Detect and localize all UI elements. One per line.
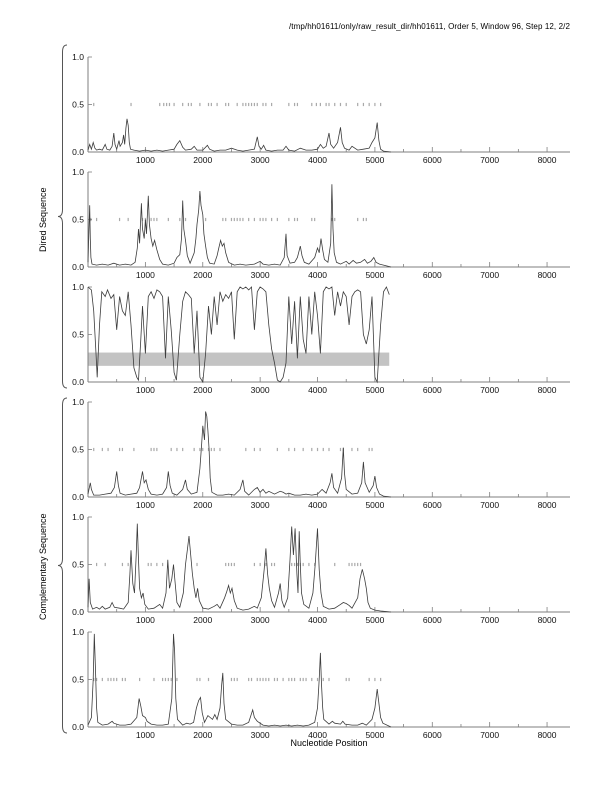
half-level-markers: [93, 678, 381, 681]
x-tick-label: 8000: [537, 270, 557, 280]
x-tick-label: 6000: [422, 500, 442, 510]
x-tick-label: 6000: [422, 270, 442, 280]
x-tick-label: 1000: [135, 500, 155, 510]
y-tick-label: 1.0: [72, 167, 84, 177]
y-tick-label: 0.0: [72, 377, 84, 387]
y-tick-label: 1.0: [72, 512, 84, 522]
y-tick-label: 1.0: [72, 627, 84, 637]
panel-3: [72, 282, 570, 395]
x-tick-label: 5000: [365, 270, 385, 280]
x-tick-label: 3000: [250, 615, 270, 625]
x-tick-label: 1000: [135, 385, 155, 395]
x-tick-label: 5000: [365, 500, 385, 510]
panel-6: [72, 627, 570, 740]
x-tick-label: 7000: [480, 615, 500, 625]
x-tick-label: 3000: [250, 500, 270, 510]
y-tick-label: 0.0: [72, 492, 84, 502]
data-curve: [88, 634, 391, 727]
x-tick-label: 8000: [537, 155, 557, 165]
y-tick-label: 0.5: [72, 214, 84, 225]
panel-5: [72, 512, 570, 625]
y-tick-label: 0.0: [72, 607, 84, 617]
x-tick-label: 2000: [193, 385, 213, 395]
x-tick-label: 4000: [308, 730, 327, 740]
half-level-markers: [90, 218, 367, 221]
x-tick-label: 6000: [422, 730, 442, 740]
x-tick-label: 8000: [537, 385, 557, 395]
x-tick-label: 1000: [135, 730, 155, 740]
x-tick-label: 4000: [308, 500, 327, 510]
panel-4: [72, 397, 570, 510]
x-tick-label: 2000: [193, 270, 213, 280]
data-curve: [88, 524, 391, 612]
brace-complementary-sequence: [58, 398, 67, 733]
y-tick-label: 0.5: [72, 674, 84, 685]
x-tick-label: 2000: [193, 615, 213, 625]
x-tick-label: 7000: [480, 500, 500, 510]
y-tick-label: 1.0: [72, 397, 84, 407]
data-curve: [88, 412, 391, 498]
x-tick-label: 1000: [135, 270, 155, 280]
panel-1: [72, 52, 570, 165]
group-label-complementary-sequence: Complementary Sequence: [38, 513, 48, 621]
y-tick-label: 0.0: [72, 262, 84, 272]
x-tick-label: 5000: [365, 615, 385, 625]
x-tick-label: 7000: [480, 730, 500, 740]
y-tick-label: 1.0: [72, 282, 84, 292]
x-tick-label: 3000: [250, 155, 270, 165]
half-level-markers: [93, 103, 381, 106]
x-tick-label: 6000: [422, 615, 442, 625]
y-tick-label: 0.5: [72, 444, 84, 455]
x-tick-label: 4000: [308, 155, 327, 165]
y-tick-label: 1.0: [72, 52, 84, 62]
x-tick-label: 4000: [308, 385, 327, 395]
brace-dired-sequence: [58, 45, 67, 388]
data-curve: [88, 287, 389, 382]
data-curve: [88, 184, 391, 267]
x-tick-label: 5000: [365, 155, 385, 165]
x-tick-label: 4000: [308, 270, 327, 280]
x-tick-label: 5000: [365, 730, 385, 740]
x-tick-label: 3000: [250, 385, 270, 395]
plot-title: /tmp/hh01611/only/raw_result_dir/hh01611, Order 5, Window 96, Step 12, 2/2: [288, 22, 570, 31]
panel-2: [72, 167, 570, 280]
y-tick-label: 0.5: [72, 329, 84, 340]
y-tick-label: 0.0: [72, 722, 84, 732]
group-label-dired-sequence: Dired Sequence: [38, 187, 48, 253]
x-tick-label: 7000: [480, 385, 500, 395]
half-level-markers: [93, 448, 372, 451]
x-tick-label: 2000: [193, 500, 213, 510]
x-tick-label: 3000: [250, 270, 270, 280]
x-tick-label: 3000: [250, 730, 270, 740]
y-tick-label: 0.0: [72, 147, 84, 157]
x-tick-label: 5000: [365, 385, 385, 395]
x-tick-label: 8000: [537, 500, 557, 510]
x-tick-label: 1000: [135, 155, 155, 165]
x-tick-label: 1000: [135, 615, 155, 625]
x-tick-label: 6000: [422, 155, 442, 165]
x-tick-label: 8000: [537, 730, 557, 740]
x-tick-label: 2000: [193, 155, 213, 165]
x-tick-label: 2000: [193, 730, 213, 740]
x-tick-label: 4000: [308, 615, 327, 625]
x-tick-label: 7000: [480, 270, 500, 280]
x-tick-label: 8000: [537, 615, 557, 625]
data-curve: [88, 119, 391, 152]
x-tick-label: 7000: [480, 155, 500, 165]
y-tick-label: 0.5: [72, 99, 84, 110]
x-axis-label: Nucleotide Position: [290, 738, 368, 748]
x-tick-label: 6000: [422, 385, 442, 395]
y-tick-label: 0.5: [72, 559, 84, 570]
